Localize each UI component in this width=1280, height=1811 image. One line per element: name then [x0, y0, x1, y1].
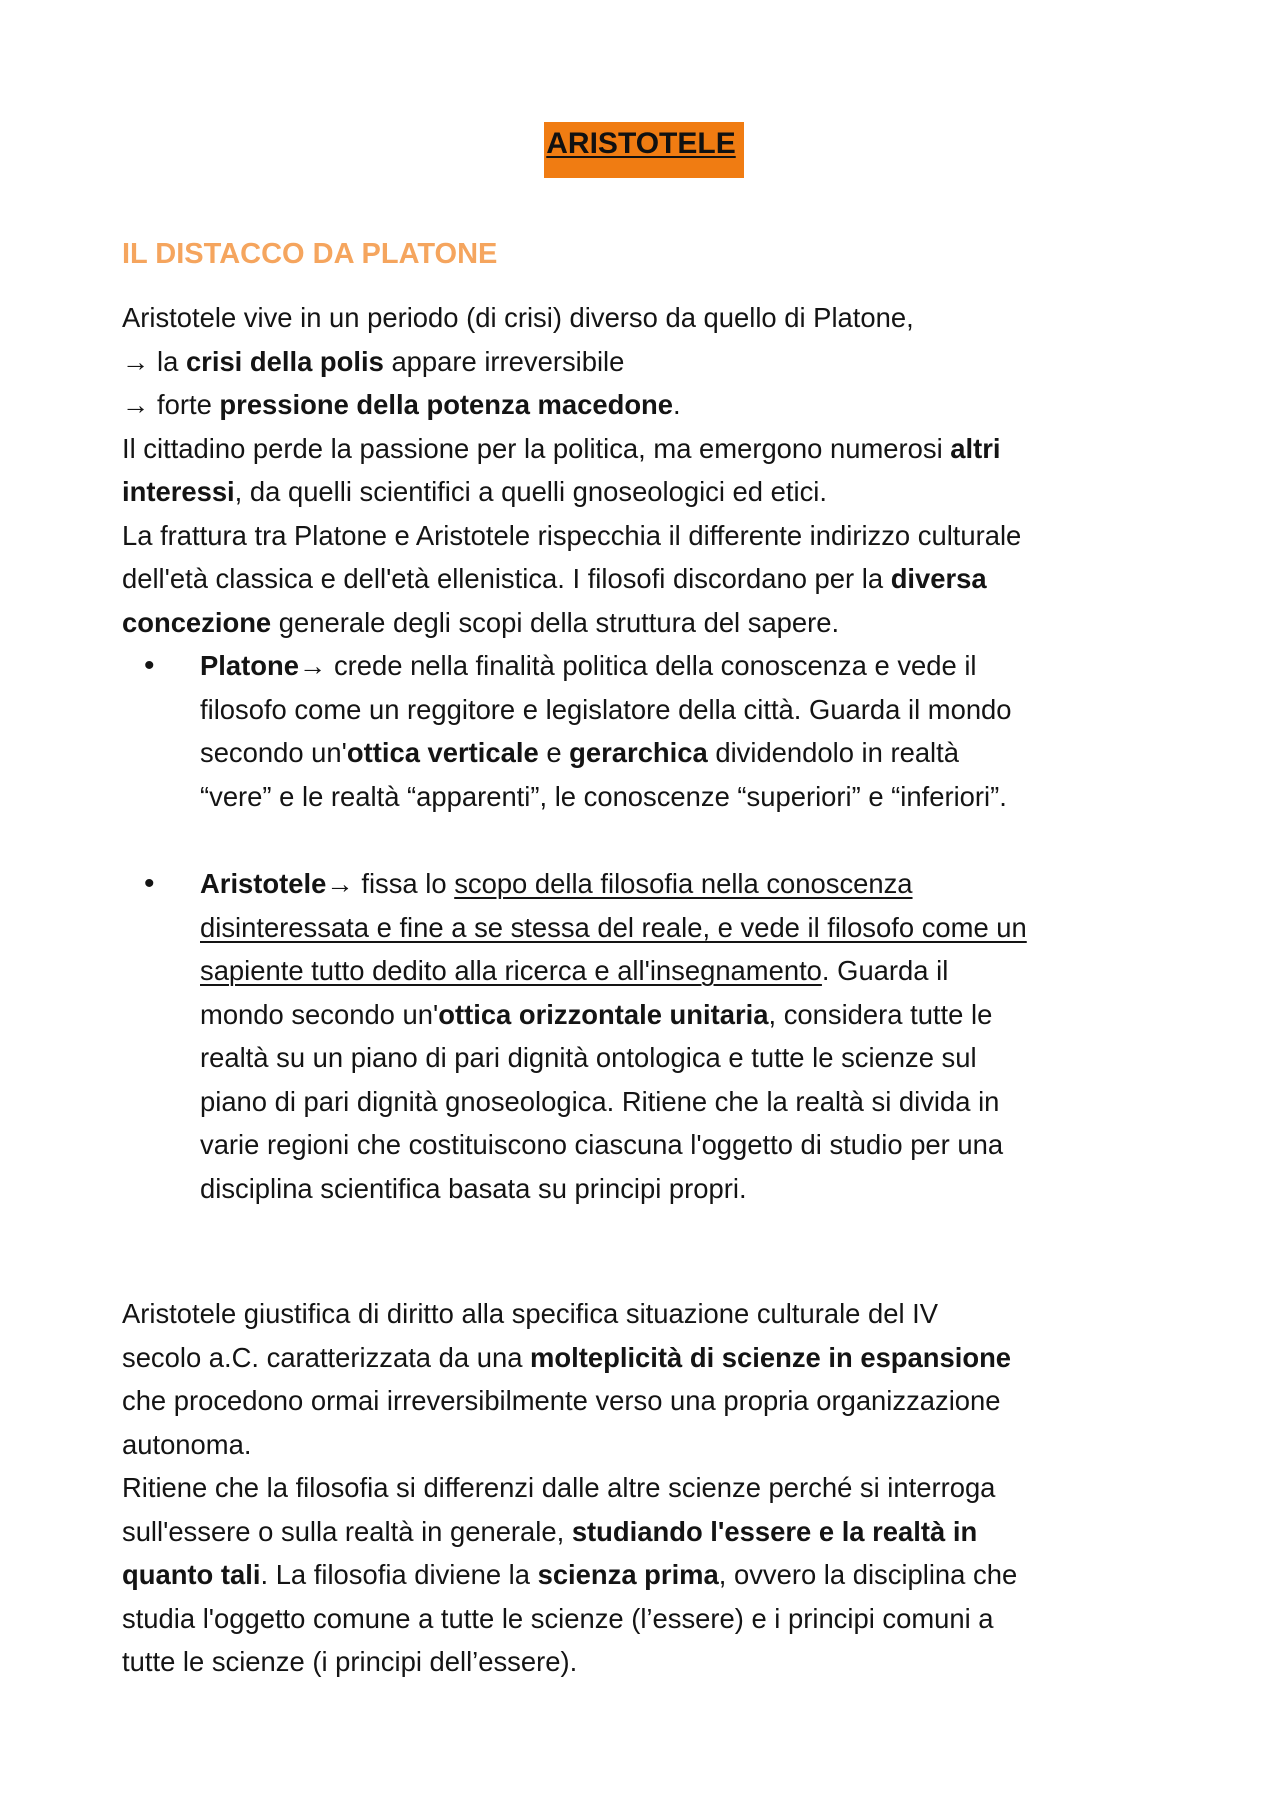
text-line: secolo a.C. caratterizzata da una molteplicità di scienze in espansione: [122, 1341, 1012, 1373]
text-line: piano di pari dignità gnoseologica. Ritiene che la realtà si divida in: [200, 1085, 1000, 1117]
text-line: → forte pressione della potenza macedone.: [122, 389, 681, 420]
text-line: Platone→ crede nella finalità politica della conoscenza e vede il: [200, 650, 977, 681]
page-title: [544, 122, 743, 178]
text-line: varie regioni che costituiscono ciascuna l'oggetto di studio per una: [200, 1129, 1004, 1160]
bullet-platone: [122, 644, 1182, 818]
text-line: → la crisi della polis appare irreversibile: [122, 345, 625, 377]
bullet-aristotele: [122, 862, 1182, 1210]
text-line: Ritiene che la filosofia si differenzi dalle altre scienze perché si interroga: [122, 1472, 996, 1503]
paragraph-intro: [122, 296, 1182, 644]
title-wrap: [0, 122, 1280, 178]
text-line: tutte le scienze (i principi dell’essere).: [122, 1646, 578, 1677]
text-line: sapiente tutto dedito alla ricerca e all'insegnamento. Guarda il: [200, 955, 949, 986]
text-line: Il cittadino perde la passione per la politica, ma emergono numerosi altri: [122, 432, 1001, 464]
text-line: realtà su un piano di pari dignità ontologica e tutte le scienze sul: [200, 1042, 977, 1073]
text-line: “vere” e le realtà “apparenti”, le conoscenze “superiori” e “inferiori”.: [200, 780, 1007, 812]
section-heading: IL DISTACCO DA PLATONE: [122, 238, 498, 270]
text-line: quanto tali. La filosofia diviene la scienza prima, ovvero la disciplina che: [122, 1559, 1018, 1590]
bullet-icon: •: [144, 867, 155, 900]
text-line: disciplina scientifica basata su principi propri.: [200, 1172, 747, 1204]
list-item: [122, 862, 1182, 1210]
paragraph-scienza-prima: [122, 1466, 1182, 1684]
text-line: concezione generale degli scopi della struttura del sapere.: [122, 606, 840, 638]
text-line: Aristotele giustifica di diritto alla specifica situazione culturale del IV: [122, 1298, 939, 1329]
text-line: Aristotele→ fissa lo scopo della filosofia nella conoscenza: [200, 868, 913, 899]
paragraph-context: [122, 1292, 1182, 1466]
text-line: Aristotele vive in un periodo (di crisi) diverso da quello di Platone,: [122, 302, 914, 333]
text-line: disinteressata e fine a se stessa del reale, e vede il filosofo come un: [200, 911, 1027, 943]
text-line: interessi, da quelli scientifici a quelli gnoseologici ed etici.: [122, 476, 827, 507]
bullet-icon: •: [144, 649, 155, 682]
list-item: [122, 644, 1182, 818]
text-line: filosofo come un reggitore e legislatore della città. Guarda il mondo: [200, 693, 1012, 725]
text-line: La frattura tra Platone e Aristotele rispecchia il differente indirizzo culturale: [122, 519, 1022, 551]
text-line: dell'età classica e dell'età ellenistica. I filosofi discordano per la diversa: [122, 563, 987, 594]
text-line: autonoma.: [122, 1428, 252, 1460]
text-line: secondo un'ottica verticale e gerarchica dividendolo in realtà: [200, 737, 959, 768]
text-line: sull'essere o sulla realtà in generale, studiando l'essere e la realtà in: [122, 1515, 978, 1547]
text-line: mondo secondo un'ottica orizzontale unitaria, considera tutte le: [200, 998, 993, 1030]
text-line: studia l'oggetto comune a tutte le scienze (l’essere) e i principi comuni a: [122, 1602, 994, 1634]
page-title-text: ARISTOTELE: [546, 127, 736, 160]
text-line: che procedono ormai irreversibilmente verso una propria organizzazione: [122, 1385, 1001, 1416]
